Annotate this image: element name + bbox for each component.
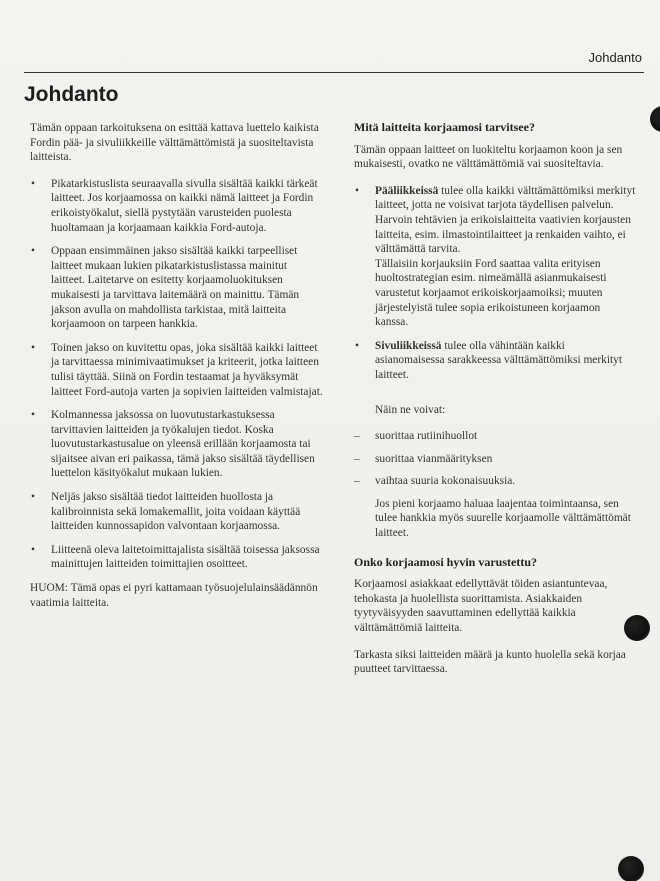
list-item bbox=[30, 543, 323, 572]
bullet-icon: • bbox=[31, 341, 35, 354]
paragraph: Näin ne voivat: bbox=[375, 403, 446, 416]
paragraph: Korjaamosi asiakkaat edellyttävät töiden asiantuntevaa, tehokasta ja huolellista suorittamista. Asiakkaiden tyytyväisyyden saavuttaminen edellyttää kaikkia välttämättömiä laitteita. bbox=[354, 578, 608, 635]
dash-icon: – bbox=[354, 475, 360, 488]
dash-icon: – bbox=[354, 452, 360, 465]
list-item-text: Harvoin tehtävien ja erikoislaitteita vaativien korjausten laitteita, esim. ilmastointilaitteet ja renkaiden vaihto, ei välttämättä tarvita. bbox=[375, 213, 631, 256]
list-item-text: Kolmannessa jaksossa on luovutustarkastuksessa tarvittavien laitteiden ja työkalujen tiedot. Koska luovutustarkastusalue on yleensä erillään korjaamosta tai sijaitsee aivan eri paikassa, tämä jakso sisältää täydellisen luettelon käsityökalut mukaan lukien. bbox=[51, 409, 315, 480]
dash-icon: – bbox=[354, 430, 360, 443]
list-item bbox=[354, 429, 636, 444]
bullet-icon: • bbox=[31, 543, 35, 556]
list-item bbox=[30, 341, 323, 399]
binder-hole bbox=[650, 106, 660, 132]
running-head: Johdanto bbox=[588, 50, 642, 65]
bullet-icon: • bbox=[355, 339, 359, 352]
list-item bbox=[30, 490, 323, 534]
list-item-text: Tällaisiin korjauksiin Ford saattaa valita erityisen huoltostrategian esim. nimeämällä asianmukaisesti varustetut korjaamot erikoiskorjaamoiksi; muuten järjestelyistä tulee sopia erikoistuneen korjaamon kanssa. bbox=[375, 257, 607, 329]
bold-term: Pääliikkeissä bbox=[375, 184, 439, 197]
section-heading: Onko korjaamosi hyvin varustettu? bbox=[354, 554, 538, 569]
list-item bbox=[354, 339, 636, 383]
list-item-text: suorittaa vianmäärityksen bbox=[375, 452, 493, 465]
list-item bbox=[354, 184, 636, 330]
section-heading: Mitä laitteita korjaamosi tarvitsee? bbox=[354, 120, 535, 134]
list-item bbox=[354, 452, 636, 467]
bullet-icon: • bbox=[31, 177, 35, 190]
bullet-icon: • bbox=[355, 184, 359, 197]
list-item-text: Neljäs jakso sisältää tiedot laitteiden huollosta ja kalibroinnista sekä lomakemallit, joita voidaan käyttää laitteiden kunnossapidon valvontaan korjaamossa. bbox=[51, 491, 301, 533]
note-paragraph: HUOM: Tämä opas ei pyri kattamaan työsuojelulainsäädännön vaatimia laitteita. bbox=[30, 582, 318, 609]
right-column bbox=[354, 120, 636, 689]
section-list bbox=[30, 177, 323, 572]
paragraph: Tämän oppaan laitteet on luokiteltu korjaamon koon ja sen mukaisesti, ovatko ne välttämättömiä vai suositeltavia. bbox=[354, 143, 623, 171]
bullet-icon: • bbox=[31, 409, 35, 422]
intro-paragraph: Tämän oppaan tarkoituksena on esittää kattava luettelo kaikista Fordin pää- ja sivuliikkeille välttämättömistä ja suositeltavista laitteista. bbox=[30, 122, 319, 164]
list-item-text: vaihtaa suuria kokonaisuuksia. bbox=[375, 475, 516, 488]
list-item bbox=[354, 474, 636, 489]
dash-list bbox=[354, 429, 636, 489]
paragraph: Jos pieni korjaamo haluaa laajentaa toimintaansa, sen tulee hankkia myös suurelle korjaamolle välttämättömät laitteet. bbox=[375, 497, 631, 540]
list-item-text: tulee olla vähintään kaikki asianomaisessa sarakkeessa välttämättömiksi merkityt laitteet. bbox=[375, 339, 623, 381]
bullet-icon: • bbox=[31, 491, 35, 504]
binder-hole bbox=[618, 856, 644, 881]
list-item-text: tulee olla kaikki välttämättömiksi merkityt laitteet, jotta ne voisivat tarjota täydellisen palvelun. bbox=[375, 184, 636, 212]
list-item-text: Liitteenä oleva laitetoimittajalista sisältää toisessa jaksossa mainittujen laitteiden toimittajien osoitteet. bbox=[51, 543, 320, 571]
list-item bbox=[30, 177, 323, 235]
bullet-icon: • bbox=[31, 245, 35, 258]
list-item-text: Pikatarkistuslista seuraavalla sivulla sisältää kaikki tärkeät laitteet. Jos korjaamossa on kaikki nämä laitteet ja Fordin erikoistyökalut, siellä pystytään varusteiden puolesta huoltamaan ja korjaamaan kaikkia Ford-autoja. bbox=[51, 177, 318, 234]
page-title: Johdanto bbox=[24, 83, 119, 106]
category-list bbox=[354, 184, 636, 383]
left-column bbox=[30, 121, 323, 622]
bold-term: Sivuliikkeissä bbox=[375, 339, 442, 352]
list-item-text: Toinen jakso on kuvitettu opas, joka sisältää kaikki laitteet ja tarvittaessa minimivaatimukset ja kriteerit, jotka laitteen tulisi täyttää. Siinä on Fordin testaamat ja hyväksymät laitteet Ford-autoja varten ja sopivien laitteiden valmistajat. bbox=[51, 341, 323, 398]
list-item-text: Oppaan ensimmäinen jakso sisältää kaikki tarpeelliset laitteet mukaan lukien pikatarkistuslistassa mainitut laitteet. Laitetarve on esitetty korjaamoluokituksen mukaisesti ja tarvittava laitemäärä on mainittu. Tämän jakson avulla on mahdollista tarkistaa, mitä laitteita korjaamoon on tarpeen hankkia. bbox=[51, 245, 300, 331]
list-item bbox=[30, 408, 323, 481]
list-item-text: suorittaa rutiinihuollot bbox=[375, 430, 478, 443]
paragraph: Tarkasta siksi laitteiden määrä ja kunto huolella sekä korjaa puutteet tarvittaessa. bbox=[354, 648, 626, 676]
list-item bbox=[30, 244, 323, 332]
header-rule bbox=[24, 72, 644, 73]
